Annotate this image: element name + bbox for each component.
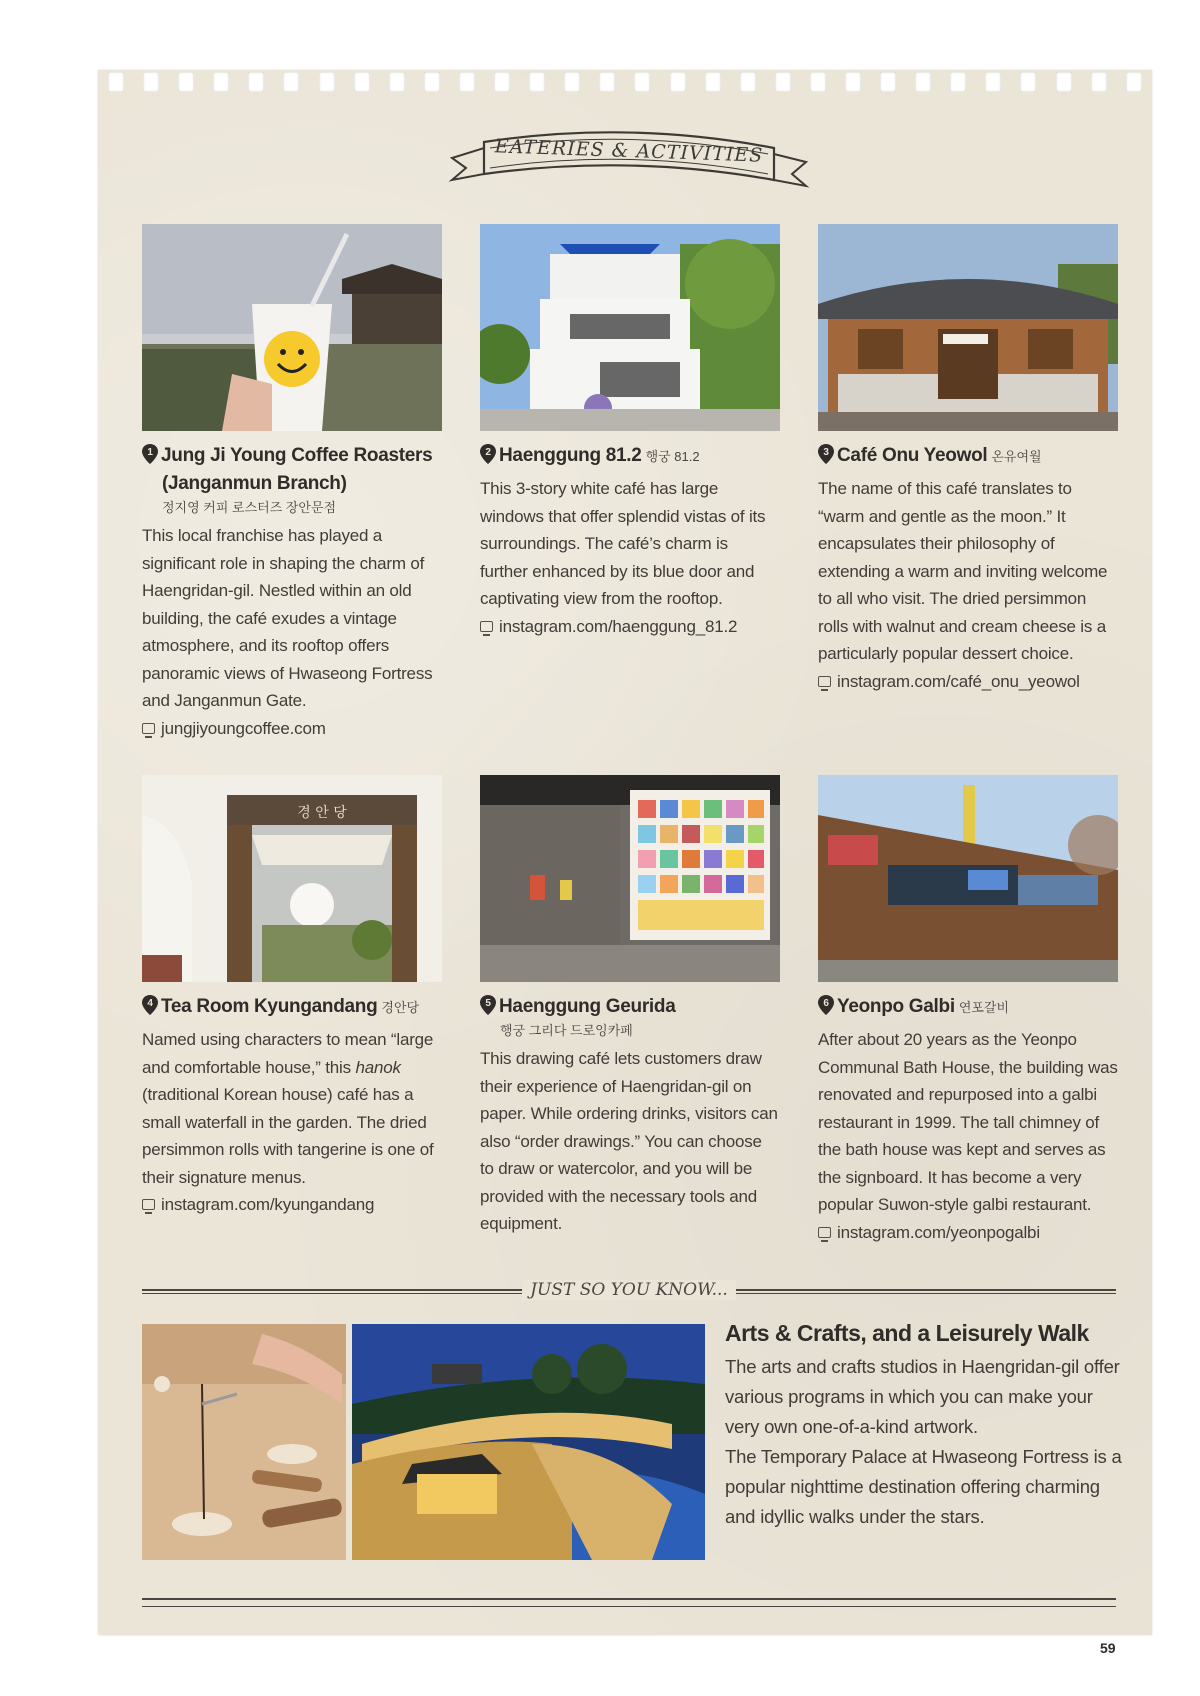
spiral-hole bbox=[248, 72, 264, 92]
spiral-holes bbox=[98, 70, 1152, 98]
place-name-branch: (Janganmun Branch) bbox=[162, 473, 347, 494]
tip-label: JUST SO YOU KNOW... bbox=[522, 1280, 736, 1300]
spiral-hole bbox=[424, 72, 440, 92]
bottom-rule bbox=[142, 1598, 1116, 1607]
place-description: After about 20 years as the Yeonpo Communal Bath House, the building was renovated and repurposed into a galbi restaurant in 1999. The tall chimney of the bath house was kept and serves as the signboard. It has become a very popular Suwon-style galbi restaurant. bbox=[818, 1030, 1118, 1214]
monitor-icon bbox=[818, 676, 831, 687]
spiral-hole bbox=[319, 72, 335, 92]
tip-divider bbox=[142, 1280, 1116, 1304]
map-pin-icon bbox=[818, 444, 834, 464]
photo-cafe-onu-yeowol bbox=[818, 224, 1118, 431]
place-description: Named using characters to mean “large and comfortable house,” this hanok (traditional Korean house) café has a small waterfall in the garden. The dried persimmon rolls with tangerine is one of their signature menus. bbox=[142, 1030, 434, 1187]
place-korean-name: 행궁 81.2 bbox=[645, 449, 700, 464]
spiral-hole bbox=[845, 72, 861, 92]
place-description: This 3-story white café has large windows that offer splendid vistas of its surroundings. The café’s charm is further enhanced by its blue door and captivating view from the rooftop. bbox=[480, 479, 766, 608]
spiral-hole bbox=[810, 72, 826, 92]
spiral-hole bbox=[389, 72, 405, 92]
spiral-hole bbox=[985, 72, 1001, 92]
spiral-hole bbox=[599, 72, 615, 92]
photo-jung-ji-young bbox=[142, 224, 442, 431]
place-card-1 bbox=[142, 442, 442, 742]
banner-title: EATERIES & ACTIVITIES bbox=[494, 135, 764, 167]
photo-haenggung-81-2 bbox=[480, 224, 780, 431]
place-card-2 bbox=[480, 442, 780, 640]
photo-yeonpo-galbi bbox=[818, 775, 1118, 982]
spiral-hole bbox=[705, 72, 721, 92]
place-link[interactable]: instagram.com/haenggung_81.2 bbox=[480, 613, 780, 640]
monitor-icon bbox=[480, 621, 493, 632]
spiral-hole bbox=[775, 72, 791, 92]
spiral-hole bbox=[915, 72, 931, 92]
spiral-hole bbox=[213, 72, 229, 92]
svg-text:3: 3 bbox=[823, 447, 829, 458]
spiral-hole bbox=[529, 72, 545, 92]
place-korean-name: 행궁 그리다 드로잉카페 bbox=[500, 1023, 633, 1038]
spiral-hole bbox=[740, 72, 756, 92]
place-card-5 bbox=[480, 993, 780, 1238]
place-description: The name of this café translates to “warm and gentle as the moon.” It encapsulates their philosophy of extending a warm and inviting welcome to all who visit. The dried persimmon rolls with walnut and cream cheese is a particularly popular dessert choice. bbox=[818, 479, 1108, 663]
photo-kyungandang bbox=[142, 775, 442, 982]
spiral-hole bbox=[494, 72, 510, 92]
spiral-hole bbox=[178, 72, 194, 92]
svg-text:2: 2 bbox=[485, 447, 491, 458]
place-link[interactable]: instagram.com/yeonpogalbi bbox=[818, 1219, 1118, 1246]
spiral-hole bbox=[670, 72, 686, 92]
tip-body: The arts and crafts studios in Haengridan-gil offer various programs in which you can make your very own one-of-a-kind artwork. The Temporary Palace at Hwaseong Fortress is a popular nighttime destination offering charming and idyllic walks under the stars. bbox=[725, 1356, 1122, 1527]
photo-hwaseong-night bbox=[352, 1324, 705, 1560]
spiral-hole bbox=[283, 72, 299, 92]
place-name: Haenggung Geurida bbox=[499, 996, 676, 1017]
place-name: Jung Ji Young Coffee Roasters bbox=[161, 445, 433, 466]
photo-arts-crafts bbox=[142, 1324, 346, 1560]
svg-text:경 안 당: 경 안 당 bbox=[297, 805, 347, 821]
place-link[interactable]: instagram.com/kyungandang bbox=[142, 1191, 442, 1218]
tip-title: Arts & Crafts, and a Leisurely Walk bbox=[725, 1320, 1089, 1346]
place-korean-name: 정지영 커피 로스터즈 장안문점 bbox=[162, 500, 337, 515]
place-card-6 bbox=[818, 993, 1118, 1246]
monitor-icon bbox=[142, 1199, 155, 1210]
spiral-hole bbox=[634, 72, 650, 92]
svg-text:6: 6 bbox=[823, 998, 829, 1009]
map-pin-icon bbox=[142, 444, 158, 464]
spiral-hole bbox=[143, 72, 159, 92]
map-pin-icon bbox=[818, 995, 834, 1015]
spiral-hole bbox=[1126, 72, 1142, 92]
spiral-hole bbox=[950, 72, 966, 92]
spiral-hole bbox=[1056, 72, 1072, 92]
page-number: 59 bbox=[1100, 1640, 1116, 1656]
place-link[interactable]: jungjiyoungcoffee.com bbox=[142, 715, 442, 742]
place-korean-name: 연포갈비 bbox=[958, 1000, 1010, 1015]
section-banner bbox=[444, 118, 814, 198]
place-card-3 bbox=[818, 442, 1118, 695]
place-name: Café Onu Yeowol bbox=[837, 445, 988, 466]
spiral-hole bbox=[459, 72, 475, 92]
place-name: Tea Room Kyungandang bbox=[161, 996, 378, 1017]
map-pin-icon bbox=[480, 995, 496, 1015]
spiral-hole bbox=[564, 72, 580, 92]
place-link[interactable]: instagram.com/café_onu_yeowol bbox=[818, 668, 1118, 695]
place-description: This local franchise has played a significant role in shaping the charm of Haengridan-gil. Nestled within an old building, the café exudes a vintage atmosphere, and its rooftop offers panoramic views of Hwaseong Fortress and Janganmun Gate. bbox=[142, 526, 433, 710]
place-name: Haenggung 81.2 bbox=[499, 445, 642, 466]
svg-text:1: 1 bbox=[147, 447, 153, 458]
map-pin-icon bbox=[480, 444, 496, 464]
photo-haenggung-geurida bbox=[480, 775, 780, 982]
place-card-4 bbox=[142, 993, 442, 1218]
spiral-hole bbox=[1020, 72, 1036, 92]
place-korean-name: 온유여월 bbox=[991, 449, 1042, 464]
spiral-hole bbox=[108, 72, 124, 92]
svg-text:4: 4 bbox=[147, 998, 153, 1009]
map-pin-icon bbox=[142, 995, 158, 1015]
place-korean-name: 경안당 bbox=[381, 1000, 420, 1015]
spiral-hole bbox=[1091, 72, 1107, 92]
monitor-icon bbox=[818, 1227, 831, 1238]
place-name: Yeonpo Galbi bbox=[837, 996, 955, 1017]
spiral-hole bbox=[880, 72, 896, 92]
svg-text:5: 5 bbox=[485, 998, 491, 1009]
monitor-icon bbox=[142, 723, 155, 734]
place-description: This drawing café lets customers draw their experience of Haengridan-gil on paper. While ordering drinks, visitors can also “order drawings.” You can choose to draw or watercolor, and you will be provided with the necessary tools and equipment. bbox=[480, 1049, 778, 1233]
spiral-hole bbox=[354, 72, 370, 92]
